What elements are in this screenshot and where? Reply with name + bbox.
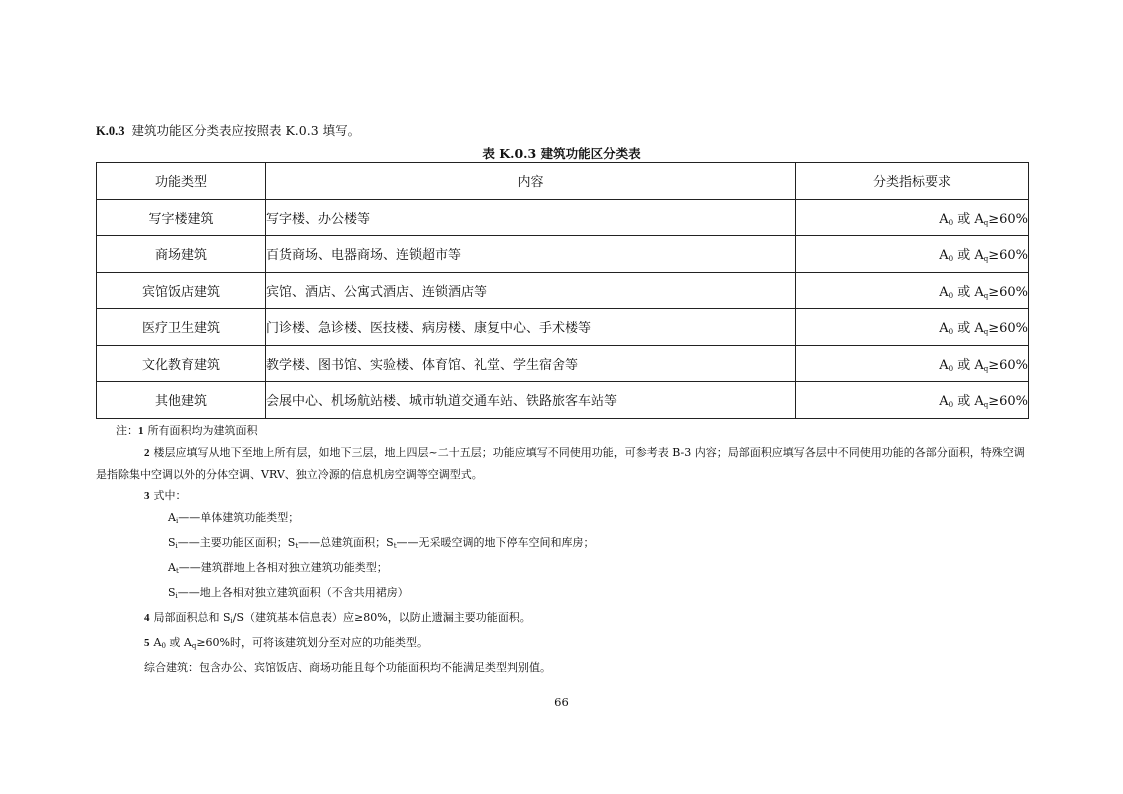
clause-text: 建筑功能区分类表应按照表 K.0.3 填写。: [131, 123, 361, 138]
note-4: 4 局部面积总和 $S_i/S$（建筑基本信息表）应≥80%，以防止遗漏主要功能面积。: [144, 611, 531, 625]
table-row: [97, 272, 1029, 309]
function-type-cell: 医疗卫生建筑: [97, 309, 266, 346]
notes-label: 注：: [116, 424, 138, 437]
requirement-cell: $A_0$ 或 $A_q\ge 60\%$: [796, 382, 1029, 419]
page-number: 66: [554, 695, 569, 709]
table-row: [97, 236, 1029, 273]
content-cell: 写字楼、办公楼等: [266, 199, 796, 236]
table-row: [97, 345, 1029, 382]
content-cell: 门诊楼、急诊楼、医技楼、病房楼、康复中心、手术楼等: [266, 309, 796, 346]
formula-line-4: $S_i——$地上各相对独立建筑面积（不含共用裙房）: [168, 586, 409, 600]
header-requirement: 分类指标要求: [796, 163, 1029, 200]
requirement-cell: $A_0$ 或 $A_q\ge 60\%$: [796, 199, 1029, 236]
note-6: 综合建筑：包含办公、宾馆饭店、商场功能且每个功能面积均不能满足类型判别值。: [144, 661, 551, 674]
content-cell: 会展中心、机场航站楼、城市轨道交通车站、铁路旅客车站等: [266, 382, 796, 419]
note-3: 3 式中：: [144, 489, 187, 502]
clause-paragraph: [96, 121, 360, 139]
note-2: 2 楼层应填写从地下至地上所有层，如地下三层，地上四层~二十五层；功能应填写不同使用功能，可参考表 B-3 内容；局部面积应填写各层中不同使用功能的各部分面积，特殊空调是指除集中空调以外的分体空调、VRV、独立冷源的信息机房空调等空调型式。: [96, 446, 1025, 481]
requirement-cell: $A_0$ 或 $A_q\ge 60\%$: [796, 272, 1029, 309]
header-function-type: 功能类型: [97, 163, 266, 200]
function-type-cell: 宾馆饭店建筑: [97, 272, 266, 309]
requirement-cell: $A_0$ 或 $A_q\ge 60\%$: [796, 345, 1029, 382]
clause-number: K.0.3: [96, 124, 125, 138]
formula-line-2: $S_i——$主要功能区面积；$S_t——$总建筑面积；$S_t——$无采暖空调的地下停车空间和库房；: [168, 536, 595, 550]
table-row: [97, 382, 1029, 419]
content-cell: 百货商场、电器商场、连锁超市等: [266, 236, 796, 273]
note-5: 5 $A_0$ 或 $A_q\ge 60\%$时，可将该建筑划分至对应的功能类型。: [144, 636, 429, 650]
requirement-cell: $A_0$ 或 $A_q\ge 60\%$: [796, 309, 1029, 346]
function-type-cell: 商场建筑: [97, 236, 266, 273]
header-content: 内容: [266, 163, 796, 200]
table-row: [97, 309, 1029, 346]
function-type-cell: 其他建筑: [97, 382, 266, 419]
classification-table: [96, 162, 1029, 419]
content-cell: 宾馆、酒店、公寓式酒店、连锁酒店等: [266, 272, 796, 309]
function-type-cell: 文化教育建筑: [97, 345, 266, 382]
formula-line-1: $A_i——$单体建筑功能类型；: [168, 511, 300, 525]
content-cell: 教学楼、图书馆、实验楼、体育馆、礼堂、学生宿舍等: [266, 345, 796, 382]
table-header-row: [97, 163, 1029, 200]
requirement-cell: $A_0$ 或 $A_q\ge 60\%$: [796, 236, 1029, 273]
table-title: 表 K.0.3 建筑功能区分类表: [482, 146, 641, 161]
table-row: [97, 199, 1029, 236]
function-type-cell: 写字楼建筑: [97, 199, 266, 236]
note-1: 注：1 所有面积均为建筑面积: [116, 424, 258, 437]
formula-line-3: $A_t——$建筑群地上各相对独立建筑功能类型；: [168, 561, 388, 575]
notes-block: [96, 420, 1028, 678]
